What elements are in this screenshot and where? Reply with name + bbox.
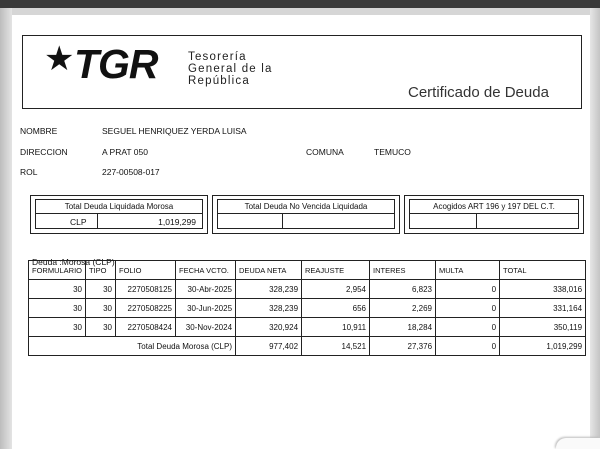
tgr-star-icon: ★ <box>44 40 75 78</box>
table-cell: 2,954 <box>302 280 370 299</box>
logo-line-3: República <box>188 75 250 87</box>
summary-box-no-vencida <box>212 195 400 234</box>
table-cell: 0 <box>436 318 500 337</box>
viewer-right-margin <box>590 8 600 449</box>
table-cell: 656 <box>302 299 370 318</box>
nombre-value: SEGUEL HENRIQUEZ YERDA LUISA <box>102 126 247 136</box>
summary-no-vencida-header: Total Deuda No Vencida Liquidada <box>218 200 394 214</box>
table-cell: 328,239 <box>236 299 302 318</box>
logo-line-2: General de la <box>188 63 273 75</box>
table-cell: 2,269 <box>370 299 436 318</box>
table-row <box>29 280 586 299</box>
table-cell: 2270508424 <box>116 318 176 337</box>
table-cell: 0 <box>436 280 500 299</box>
col-header: MULTA <box>436 261 500 280</box>
summary-morosa-currency: CLP <box>70 217 87 227</box>
section-title: Deuda :Morosa (CLP) <box>32 257 115 267</box>
summary-box-acogidos <box>404 195 584 234</box>
viewer-corner <box>556 438 600 449</box>
table-row <box>29 318 586 337</box>
table-cell: 10,911 <box>302 318 370 337</box>
total-reajuste: 14,521 <box>302 337 370 356</box>
table-row <box>29 299 586 318</box>
table-cell: 30 <box>29 318 86 337</box>
rol-label: ROL <box>20 167 38 177</box>
table-cell: 350,119 <box>500 318 586 337</box>
document-page <box>12 15 590 449</box>
table-cell: 30 <box>86 318 116 337</box>
viewer-left-margin <box>0 8 12 449</box>
table-cell: 0 <box>436 299 500 318</box>
debt-table <box>28 260 586 356</box>
col-header: REAJUSTE <box>302 261 370 280</box>
table-cell: 30 <box>86 280 116 299</box>
table-cell: 320,924 <box>236 318 302 337</box>
tgr-logo-text <box>188 51 273 87</box>
viewer-top-bar <box>0 0 600 8</box>
table-cell: 30-Nov-2024 <box>176 318 236 337</box>
nombre-label: NOMBRE <box>20 126 58 136</box>
table-cell: 2270508225 <box>116 299 176 318</box>
total-multa: 0 <box>436 337 500 356</box>
direccion-value: A PRAT 050 <box>102 147 148 157</box>
table-cell: 6,823 <box>370 280 436 299</box>
table-cell: 30 <box>29 280 86 299</box>
summary-box-morosa <box>30 195 208 234</box>
table-cell: 331,164 <box>500 299 586 318</box>
table-cell: 18,284 <box>370 318 436 337</box>
col-header: DEUDA NETA <box>236 261 302 280</box>
total-interes: 27,376 <box>370 337 436 356</box>
table-cell: 338,016 <box>500 280 586 299</box>
table-header-row <box>29 261 586 280</box>
rol-value: 227-00508-017 <box>102 167 160 177</box>
summary-morosa-header: Total Deuda Liquidada Morosa <box>36 200 202 214</box>
direccion-label: DIRECCION <box>20 147 68 157</box>
table-cell: 30-Jun-2025 <box>176 299 236 318</box>
summary-acogidos-header: Acogidos ART 196 y 197 DEL C.T. <box>410 200 578 214</box>
summary-morosa-amount: 1,019,299 <box>158 217 196 227</box>
col-header: FOLIO <box>116 261 176 280</box>
table-cell: 30 <box>29 299 86 318</box>
total-total: 1,019,299 <box>500 337 586 356</box>
total-deuda-neta: 977,402 <box>236 337 302 356</box>
col-header: TIPO <box>86 261 116 280</box>
comuna-label: COMUNA <box>306 147 344 157</box>
table-cell: 328,239 <box>236 280 302 299</box>
tgr-logo-mark: TGR <box>74 41 158 87</box>
col-header: TOTAL <box>500 261 586 280</box>
table-cell: 30 <box>86 299 116 318</box>
logo-line-1: Tesorería <box>188 51 247 63</box>
table-cell: 2270508125 <box>116 280 176 299</box>
total-label: Total Deuda Morosa (CLP) <box>29 337 236 356</box>
comuna-value: TEMUCO <box>374 147 411 157</box>
col-header: FORMULARIO <box>29 261 86 280</box>
certificate-title: Certificado de Deuda <box>408 84 549 101</box>
col-header: INTERES <box>370 261 436 280</box>
table-total-row <box>29 337 586 356</box>
col-header: FECHA VCTO. <box>176 261 236 280</box>
table-cell: 30-Abr-2025 <box>176 280 236 299</box>
